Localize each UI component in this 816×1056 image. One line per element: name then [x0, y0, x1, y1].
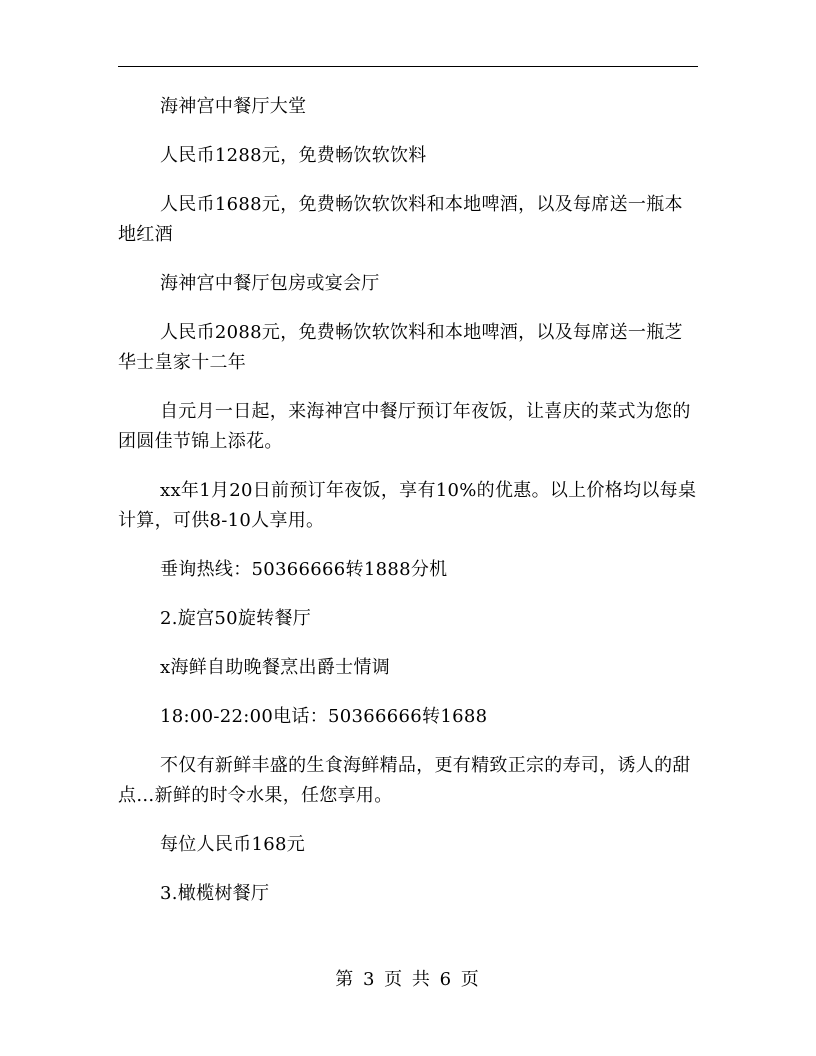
- paragraph-buffet-description: 不仅有新鲜丰盛的生食海鲜精品，更有精致正宗的寿司，诱人的甜点…新鲜的时令水果，任您享用。: [118, 755, 691, 806]
- paragraph-new-year-dinner: 自元月一日起，来海神宫中餐厅预订年夜饭，让喜庆的菜式为您的团圆佳节锦上添花。: [118, 401, 691, 452]
- paragraph-seafood-buffet: x海鲜自助晚餐烹出爵士情调: [160, 657, 391, 678]
- paragraph-olive-tree-heading: 3.橄榄树餐厅: [160, 883, 270, 904]
- paragraph-private-room-heading: 海神宫中餐厅包房或宴会厅: [160, 273, 380, 294]
- document-body: [118, 92, 698, 909]
- paragraph-hours-phone: 18:00-22:00电话：50366666转1688: [160, 706, 488, 727]
- paragraph-revolving-restaurant-heading: 2.旋宫50旋转餐厅: [160, 608, 312, 629]
- paragraph-price-1288: 人民币1288元，免费畅饮软饮料: [160, 145, 427, 166]
- paragraph-lobby-heading: 海神宫中餐厅大堂: [160, 96, 307, 117]
- paragraph-hotline: 垂询热线：50366666转1888分机: [160, 559, 448, 580]
- paragraph-price-1688: 人民币1688元，免费畅饮软饮料和本地啤酒，以及每席送一瓶本地红酒: [118, 194, 683, 245]
- paragraph-price-168: 每位人民币168元: [160, 834, 306, 855]
- page-number-footer: 第 3 页 共 6 页: [335, 969, 481, 990]
- paragraph-discount: xx年1月20日前预订年夜饭，享有10%的优惠。以上价格均以每桌计算，可供8-10人享用。: [118, 480, 697, 531]
- header-divider: [118, 66, 698, 67]
- paragraph-price-2088: 人民币2088元，免费畅饮软饮料和本地啤酒，以及每席送一瓶芝华士皇家十二年: [118, 322, 683, 373]
